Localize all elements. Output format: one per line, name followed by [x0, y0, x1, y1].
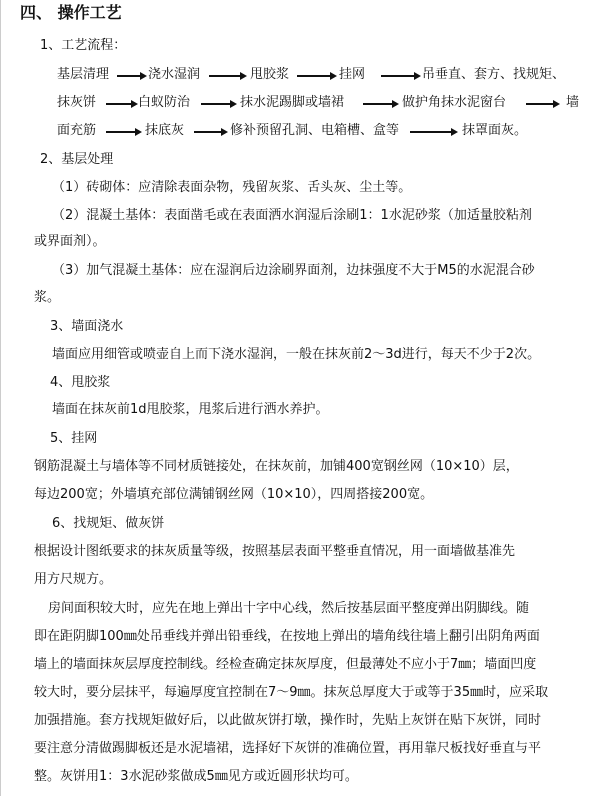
paragraph-line: 整。灰饼用1：3水泥砂浆做成5㎜见方或近圆形状均可。: [34, 769, 358, 784]
flow-step-4: 挂网: [339, 67, 366, 82]
flow-step-8: 抹水泥踢脚或墙裙: [240, 95, 345, 110]
paragraph: 钢筋混凝土与墙体等不同材质链接处，在抹灰前，加铺400宽钢丝网（10×10）层，: [34, 459, 519, 474]
paragraph-line: 较大时，要分层抹平，每遍厚度宜控制在7～9㎜。抹灰总厚度大于或等于35㎜时，应采取: [34, 685, 549, 700]
flow-step-12: 修补预留孔洞、电箱槽、盒等: [230, 123, 400, 138]
flow-step-6: 抹灰饼: [57, 95, 97, 110]
flow-arrow: [526, 103, 554, 105]
flow-step-11: 抹底灰: [145, 123, 185, 138]
flow-arrow: [410, 131, 452, 133]
flow-step-9: 做护角抹水泥窗台: [402, 95, 507, 110]
flow-step-5: 吊垂直、套方、找规矩、: [422, 67, 566, 82]
page-left-border: [0, 0, 1, 796]
flow-step-1: 基层清理: [57, 67, 110, 82]
paragraph: 每边200宽；外墙填充部位满铺钢丝网（10×10），四周搭接200宽。: [34, 487, 434, 502]
paragraph-line: 即在距阴脚100㎜处吊垂线并弹出铅垂线，在按地上弹出的墙角线往墙上翻引出阴角两面: [34, 629, 540, 644]
flow-step-3: 甩胶浆: [250, 67, 290, 82]
flow-step-10: 墙: [566, 95, 580, 110]
flow-arrow: [106, 103, 132, 105]
flow-arrow: [106, 131, 136, 133]
subsection-title-glue: 4、甩胶浆: [50, 375, 111, 390]
flow-step-13: 抹罩面灰。: [462, 123, 528, 138]
paragraph-line: 要注意分清做踢脚板还是水泥墙裙，选择好下灰饼的准确位置，再用靠尺板找好垂直与平: [34, 741, 542, 756]
flow-arrow: [117, 75, 141, 77]
flow-arrow: [194, 131, 222, 133]
paragraph: 墙面在抹灰前1d甩胶浆，甩浆后进行洒水养护。: [52, 402, 329, 417]
flow-step-7: 白蚁防治: [138, 95, 191, 110]
paragraph: （3）加气混凝土基体：应在湿润后边涂刷界面剂，边抹强度不大于M5的水泥混合砂: [52, 263, 535, 278]
flow-arrow: [297, 75, 331, 77]
paragraph-line: 加强措施。套方找规矩做好后，以此做灰饼打墩，操作时，先贴上灰饼在贴下灰饼，同时: [34, 713, 542, 728]
subsection-title-watering: 3、墙面浇水: [50, 319, 124, 334]
paragraph: 墙面应用细管或喷壶自上而下浇水湿润，一般在抹灰前2～3d进行，每天不少于2次。: [52, 347, 541, 362]
subsection-title-base: 2、基层处理: [40, 152, 114, 167]
flow-arrow: [381, 75, 415, 77]
paragraph: 根据设计图纸要求的抹灰质量等级，按照基层表面平整垂直情况，用一面墙做基准先: [34, 544, 516, 559]
paragraph-line: 墙上的墙面抹灰层厚度控制线。经检查确定抹灰厚度，但最薄处不应小于7㎜；墙面凹度: [34, 657, 537, 672]
subsection-title-leveling: 6、找规矩、做灰饼: [52, 516, 165, 531]
paragraph: 浆。: [34, 290, 61, 305]
flow-arrow: [363, 103, 393, 105]
subsection-title-mesh: 5、挂网: [50, 431, 98, 446]
paragraph: （1）砖砌体：应清除表面杂物，残留灰浆、舌头灰、尘土等。: [52, 180, 412, 195]
paragraph: 用方尺规方。: [34, 572, 113, 587]
flow-step-2: 浇水湿润: [148, 67, 201, 82]
subsection-title-process: 1、工艺流程：: [40, 38, 127, 53]
flow-arrow: [209, 75, 241, 77]
section-heading: 四、 操作工艺: [20, 3, 122, 22]
paragraph-line: 房间面积较大时，应先在地上弹出十字中心线，然后按基层面平整度弹出阴脚线。随: [48, 601, 530, 616]
paragraph: （2）混凝土基体：表面凿毛或在表面洒水润湿后涂刷1：1水泥砂浆（加适量胶粘剂: [52, 208, 532, 223]
flow-arrow: [201, 103, 231, 105]
flow-step-10-cont: 面充筋: [57, 123, 97, 138]
paragraph: 或界面剂）。: [34, 234, 106, 249]
